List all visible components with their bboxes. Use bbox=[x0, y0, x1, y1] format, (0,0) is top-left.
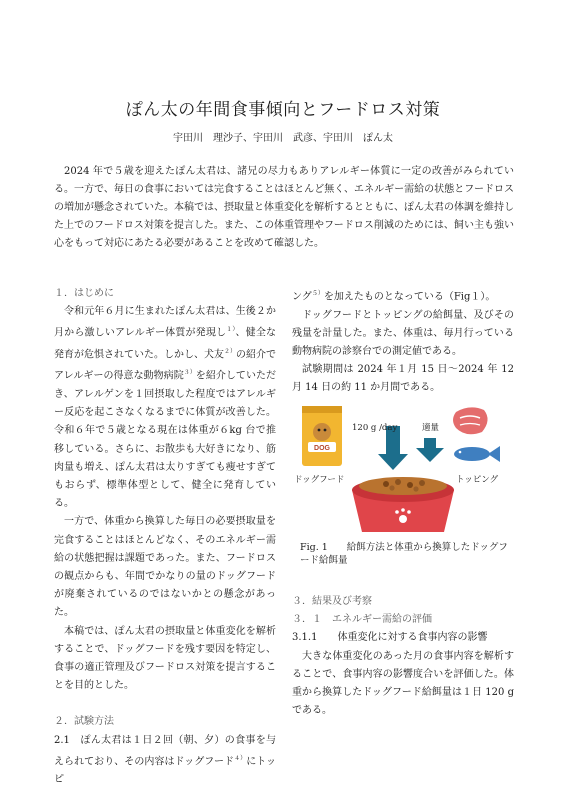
section-heading-methods: ２．試験方法 bbox=[54, 716, 114, 728]
left-column bbox=[54, 285, 276, 790]
dogfood-label: ドッグフード bbox=[294, 475, 345, 485]
author-list: 宇田川 理沙子、宇田川 武彦、宇田川 ぽん太 bbox=[173, 133, 393, 144]
intro-paragraph-2: 一方で、体重から換算した毎日の必要摂取量を完食することはほとんどなく、そのエネルギー需給の状態把握は課題であった。また、フードロスの観点からも、年間でかなりの量のドッグフードが廃棄されているのではないかとの懸念があった。 bbox=[54, 516, 276, 619]
abstract bbox=[54, 163, 514, 253]
meat-icon bbox=[453, 407, 488, 434]
section-heading-intro: １．はじめに bbox=[54, 288, 114, 299]
fish-icon bbox=[454, 446, 500, 462]
abstract-paragraph: 2024 年で５歳を迎えたぽん太君は、諸兄の尽力もありアレルギー体質に一定の改善がみられている。一方で、毎日の食事においては完食することはほとんど無く、エネルギー需給の状態とフードロスの増加が懸念されていた。本稿では、摂取量と体重変化を解析するとともに、ぽん太君の体調を維持した上でのフードロス対策を提言した。また、この体重管理やフードロス削減のためには、飼い主も強い心をもって対応にあたる必要があることを改めて確認した。 bbox=[54, 166, 514, 249]
dog-food-bag-icon bbox=[302, 406, 342, 466]
bag-label: DOG bbox=[314, 445, 330, 452]
section-heading-results: ３．結果及び考察 bbox=[292, 596, 372, 607]
feeding-method-figure bbox=[294, 398, 504, 538]
intro-paragraph-3: 本稿では、ぽん太君の摂取量と体重変化を解析することで、ドッグフードを残す要因を特定し、食事の適正管理及びフードロス対策を提言することを目的とした。 bbox=[54, 625, 276, 692]
results-section bbox=[292, 593, 514, 720]
methods-paragraph-2: ドッグフードとトッピングの給餌量、及びその残量を計量した。また、体重は、毎月行っている動物病院の診察台での測定値である。 bbox=[292, 309, 514, 357]
results-paragraph-1: 大きな体重変化のあった月の食事内容を解析することで、食事内容の影響度合いを評価した。体重から換算したドッグフード給餌量は１日 120 g である。 bbox=[292, 650, 514, 717]
subsection-heading-3-1: ３．１ エネルギー需給の評価 bbox=[292, 614, 432, 626]
arrow-topping-icon bbox=[416, 438, 444, 462]
topping-amount-label: 適量 bbox=[422, 423, 440, 433]
paper-title: ぽん太の年間食事傾向とフードロス対策 bbox=[125, 100, 441, 120]
intro-paragraph-1: 令和元年６月に生まれたぽん太君は、生後２か月から激しいアレルギー体質が発現し$^{1)}$、健全な発育が危惧されていた。しかし、犬友$^{2)}$の紹介でアレルギーの得意な動物病院$^{3)}$を紹介していただき、アレルゲンを１回摂取した程度ではアレルギー反応を起こさなくなるまでに体質が改善した。令和６年で５歳となる現在は体重が６kg 台で推移している。さらに、お散歩も大好きになり、筋肉量も増え、ぽん太君は太りすぎても痩せすぎてもおらず、標準体型として、健全に発育している。 bbox=[54, 306, 277, 510]
topping-label: トッピング bbox=[456, 475, 499, 485]
methods-paragraph-continued: ング$^{5)}$を加えたものとなっている（Fig１）。 bbox=[292, 290, 496, 303]
figure-caption: Fig. 1 給餌方法と体重から換算したドッグフード給餌量 bbox=[300, 542, 508, 566]
amount-label: 120 g /day bbox=[352, 423, 398, 433]
methods-paragraph-3: 試験期間は 2024 年１月 15 日～2024 年 12 月 14 日の約 11 か月間である。 bbox=[292, 364, 514, 394]
dog-bowl-icon bbox=[352, 477, 454, 532]
methods-paragraph-2-1: 2.1 ぽん太君は１日２回（朝、夕）の食事を与えられており、その内容はドッグフード$^{4)}$にトッピ bbox=[54, 734, 276, 786]
subsubsection-heading-3-1-1: 3.1.1 体重変化に対する食事内容の影響 bbox=[292, 632, 488, 644]
right-column bbox=[292, 285, 514, 398]
